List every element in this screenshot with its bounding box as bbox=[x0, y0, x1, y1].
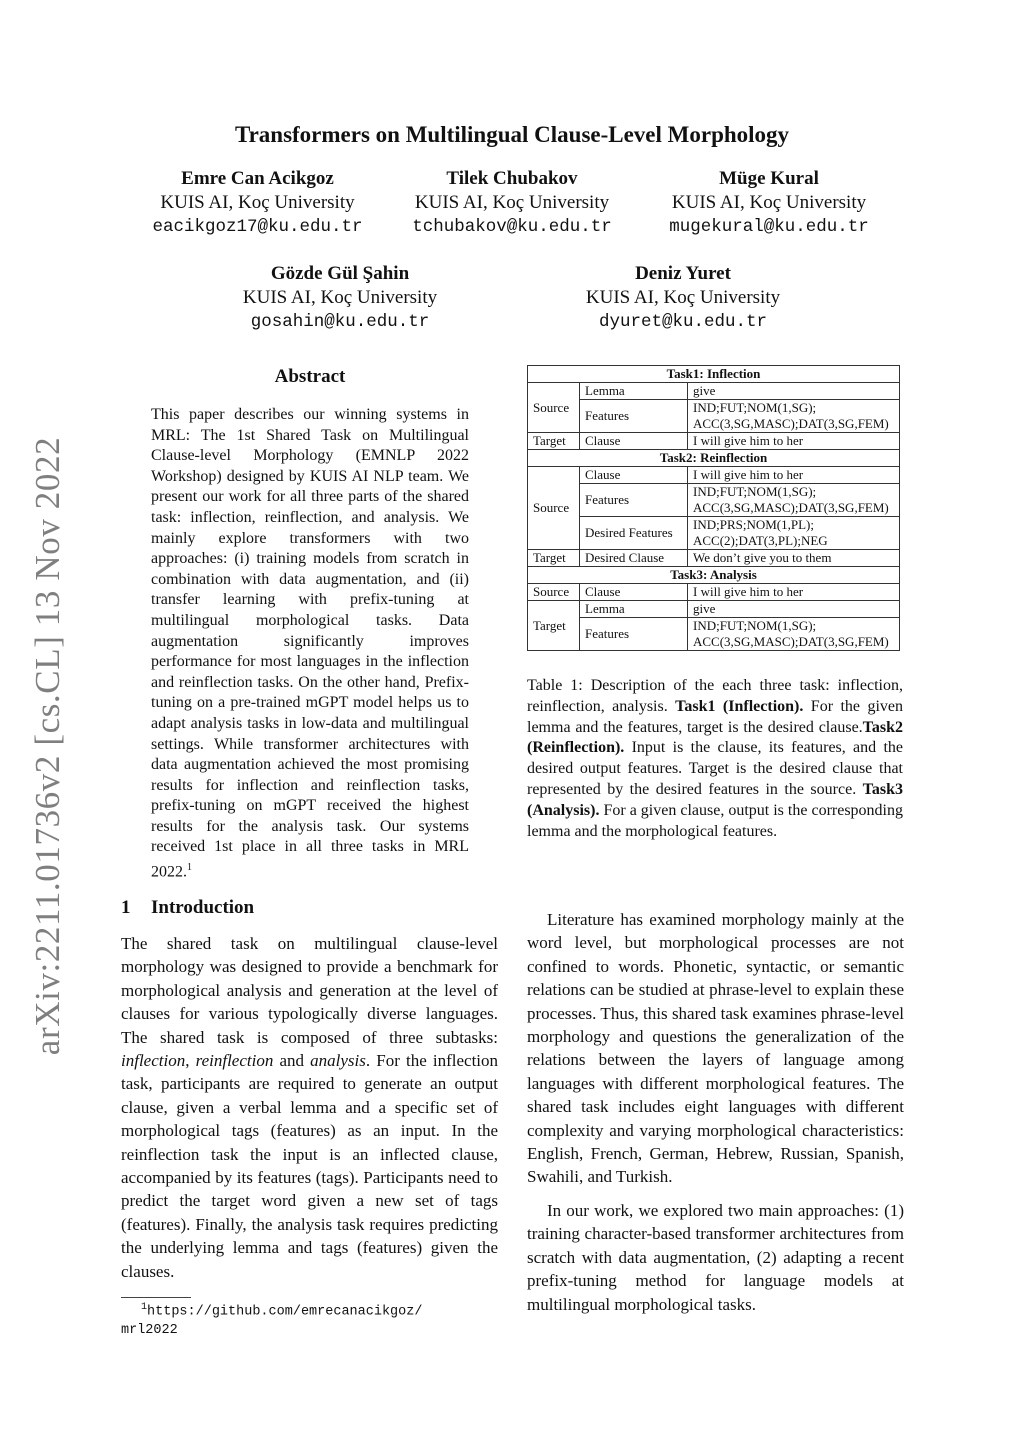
cell-line: ACC(3,SG,MASC);DAT(3,SG,FEM) bbox=[693, 416, 889, 431]
table-row bbox=[528, 584, 900, 601]
caption-text: Input is the clause, its features, and the desired output features. Target is the desired clause that represented by the desired features in the source. bbox=[527, 739, 903, 798]
task-description-table bbox=[527, 365, 900, 651]
caption-bold: Task2 (Reinflection). bbox=[527, 718, 903, 757]
intro-right-column bbox=[527, 908, 904, 1316]
table-row bbox=[528, 433, 900, 450]
caption-bold: Task1 (Inflection). bbox=[675, 697, 804, 715]
author-name: Tilek Chubakov bbox=[446, 168, 578, 189]
table-cell bbox=[688, 517, 900, 550]
cell-line: IND;FUT;NOM(1,SG); bbox=[693, 618, 817, 633]
author-name: Gözde Gül Şahin bbox=[270, 263, 410, 284]
table-cell: give bbox=[688, 601, 900, 618]
intro-text: , bbox=[185, 1051, 196, 1071]
author-email: eacikgoz17@ku.edu.tr bbox=[152, 217, 363, 237]
table-cell: Lemma bbox=[580, 383, 688, 400]
author-block-1 bbox=[125, 167, 390, 239]
cell-line: ACC(3,SG,MASC);DAT(3,SG,FEM) bbox=[693, 634, 889, 649]
table-cell bbox=[688, 484, 900, 517]
caption-text: Table 1: Description of the each three task: inflection, reinflection, analysis. bbox=[527, 677, 903, 715]
footnote-link[interactable]: https://github.com/emrecanacikgoz/ bbox=[147, 1304, 423, 1320]
author-block-2 bbox=[387, 167, 637, 239]
table-row bbox=[528, 383, 900, 400]
table-cell: Target bbox=[528, 433, 580, 450]
abstract-body bbox=[151, 405, 469, 883]
table-caption bbox=[527, 676, 903, 842]
cell-line: IND;PRS;NOM(1,PL); bbox=[693, 517, 814, 532]
table-cell: give bbox=[688, 383, 900, 400]
intro-paragraph-1 bbox=[121, 932, 498, 1283]
table-cell: Target bbox=[528, 550, 580, 567]
table-cell: Lemma bbox=[580, 601, 688, 618]
cell-line: ACC(2);DAT(3,PL);NEG bbox=[693, 533, 828, 548]
table-cell bbox=[688, 400, 900, 433]
author-name: Emre Can Acikgoz bbox=[181, 168, 334, 189]
table-cell: Features bbox=[580, 484, 688, 517]
footnote-marker: 1 bbox=[187, 862, 192, 874]
table-row bbox=[528, 366, 900, 383]
intro-paragraph-2: Literature has examined morphology mainly at the word level, but morphological processes are not confined to words. Phonetic, syntactic, or semantic relations can be studied at phrase-level to explain these processes. Thus, this shared task examines phrase-level morphology and questions the generalization of the relations between the layers of language among languages with different morphological features. The shared task includes eight languages with different complexity and varying morphological characteristics: English, French, German, Hebrew, Russian, Spanish, Swahili, and Turkish. bbox=[527, 910, 904, 1187]
table-cell: Clause bbox=[580, 584, 688, 601]
author-email: tchubakov@ku.edu.tr bbox=[412, 217, 612, 237]
caption-bold: Task3 (Analysis). bbox=[527, 780, 903, 819]
table-cell: We don’t give you to them bbox=[688, 550, 900, 567]
table-cell: Features bbox=[580, 400, 688, 433]
author-email: gosahin@ku.edu.tr bbox=[250, 312, 430, 332]
table-cell: Desired Features bbox=[580, 517, 688, 550]
table-row bbox=[528, 517, 900, 550]
footnote-mark: 1 bbox=[141, 1302, 148, 1313]
author-block-5 bbox=[558, 262, 808, 334]
footnote bbox=[121, 1299, 501, 1340]
section-number: 1 bbox=[121, 897, 131, 918]
paper-title: Transformers on Multilingual Clause-Level Morphology bbox=[234, 122, 790, 147]
author-affiliation: KUIS AI, Koç University bbox=[585, 287, 781, 308]
task2-header: Task2: Reinflection bbox=[528, 450, 900, 467]
caption-text: For the given lemma and the features, target is the desired clause. bbox=[527, 697, 904, 736]
table-cell: Source bbox=[528, 467, 580, 550]
table-row bbox=[528, 601, 900, 618]
cell-line: ACC(3,SG,MASC);DAT(3,SG,FEM) bbox=[693, 500, 889, 515]
table-1 bbox=[527, 365, 900, 651]
author-email: mugekural@ku.edu.tr bbox=[669, 217, 869, 237]
table-cell: Features bbox=[580, 618, 688, 651]
intro-italic-term: reinflection bbox=[195, 1051, 274, 1071]
author-name: Müge Kural bbox=[719, 168, 819, 189]
cell-line: IND;FUT;NOM(1,SG); bbox=[693, 400, 817, 415]
table-row bbox=[528, 400, 900, 433]
author-block-4 bbox=[215, 262, 465, 334]
author-affiliation: KUIS AI, Koç University bbox=[242, 287, 438, 308]
table-cell: Desired Clause bbox=[580, 550, 688, 567]
author-block-3 bbox=[640, 167, 898, 239]
arxiv-identifier: arXiv:2211.01736v2 [cs.CL] 13 Nov 2022 bbox=[28, 436, 67, 1056]
table-cell: Source bbox=[528, 383, 580, 433]
table-cell: I will give him to her bbox=[688, 433, 900, 450]
table-row bbox=[528, 567, 900, 584]
author-affiliation: KUIS AI, Koç University bbox=[671, 192, 867, 213]
author-email: dyuret@ku.edu.tr bbox=[598, 312, 768, 332]
intro-italic-term: analysis bbox=[310, 1051, 366, 1071]
abstract-heading: Abstract bbox=[274, 366, 346, 387]
table-cell: Clause bbox=[580, 467, 688, 484]
abstract-text: This paper describes our winning systems in MRL: The 1st Shared Task on Multilingual Clause-level Morphology (EMNLP 2022 Workshop) designed by KUIS AI NLP team. We present our work for all three parts of the shared task: inflection, reinflection, and analysis. We mainly explore transformers with two approaches: (i) training models from scratch in combination with data augmentation, and (ii) transfer learning with prefix-tuning at multilingual morphological tasks. Data augmentation significantly improves performance for most languages in the inflection and reinflection tasks. On the other hand, Prefix-tuning on a pre-trained mGPT model helps us to adapt analysis tasks in low-data and multilingual settings. While transformer architectures with data augmentation achieved the most promising results for inflection and reinflection tasks, prefix-tuning on mGPT received the highest results for the analysis task. Our systems received 1st place in all three tasks in MRL 2022. bbox=[151, 406, 469, 881]
author-affiliation: KUIS AI, Koç University bbox=[414, 192, 610, 213]
table-row bbox=[528, 618, 900, 651]
section-heading-introduction bbox=[121, 897, 254, 919]
author-name: Deniz Yuret bbox=[635, 263, 731, 284]
task1-header: Task1: Inflection bbox=[528, 366, 900, 383]
author-affiliation: KUIS AI, Koç University bbox=[160, 192, 355, 213]
cell-line: IND;FUT;NOM(1,SG); bbox=[693, 484, 817, 499]
table-cell: Target bbox=[528, 601, 580, 651]
table-cell: Clause bbox=[580, 433, 688, 450]
table-cell: I will give him to her bbox=[688, 584, 900, 601]
table-row bbox=[528, 467, 900, 484]
intro-text: The shared task on multilingual clause-level morphology was designed to provide a benchmark for morphological analysis and generation at the level of clauses for various typologically diverse languages. The shared task is composed of three subtasks: bbox=[121, 934, 498, 1047]
footnote-link-continued[interactable]: mrl2022 bbox=[121, 1322, 178, 1338]
intro-text: and bbox=[273, 1051, 311, 1071]
footnote-rule bbox=[121, 1297, 191, 1298]
table-row bbox=[528, 450, 900, 467]
table-row bbox=[528, 484, 900, 517]
table-cell bbox=[688, 618, 900, 651]
table-cell: Source bbox=[528, 584, 580, 601]
intro-italic-term: inflection bbox=[121, 1051, 186, 1071]
task3-header: Task3: Analysis bbox=[528, 567, 900, 584]
caption-text: For a given clause, output is the corresponding lemma and the morphological features. bbox=[527, 801, 903, 840]
table-cell: I will give him to her bbox=[688, 467, 900, 484]
intro-paragraph-3: In our work, we explored two main approaches: (1) training character-based transformer architectures from scratch with data augmentation, (2) adapting a recent prefix-tuning method for language models at multilingual morphological tasks. bbox=[527, 1200, 904, 1314]
intro-text: . For the inflection task, participants are required to generate an output clause, given a verbal lemma and a specific set of morphological tags (features) as an input. In the reinflection task the input is an inflected clause, accompanied by its features (tags). Participants need to predict the target word given a new set of tags (features). Finally, the analysis task requires predicting the underlying lemma and tags (features) given the clauses. bbox=[121, 1051, 499, 1281]
section-title: Introduction bbox=[151, 897, 255, 918]
table-row bbox=[528, 550, 900, 567]
